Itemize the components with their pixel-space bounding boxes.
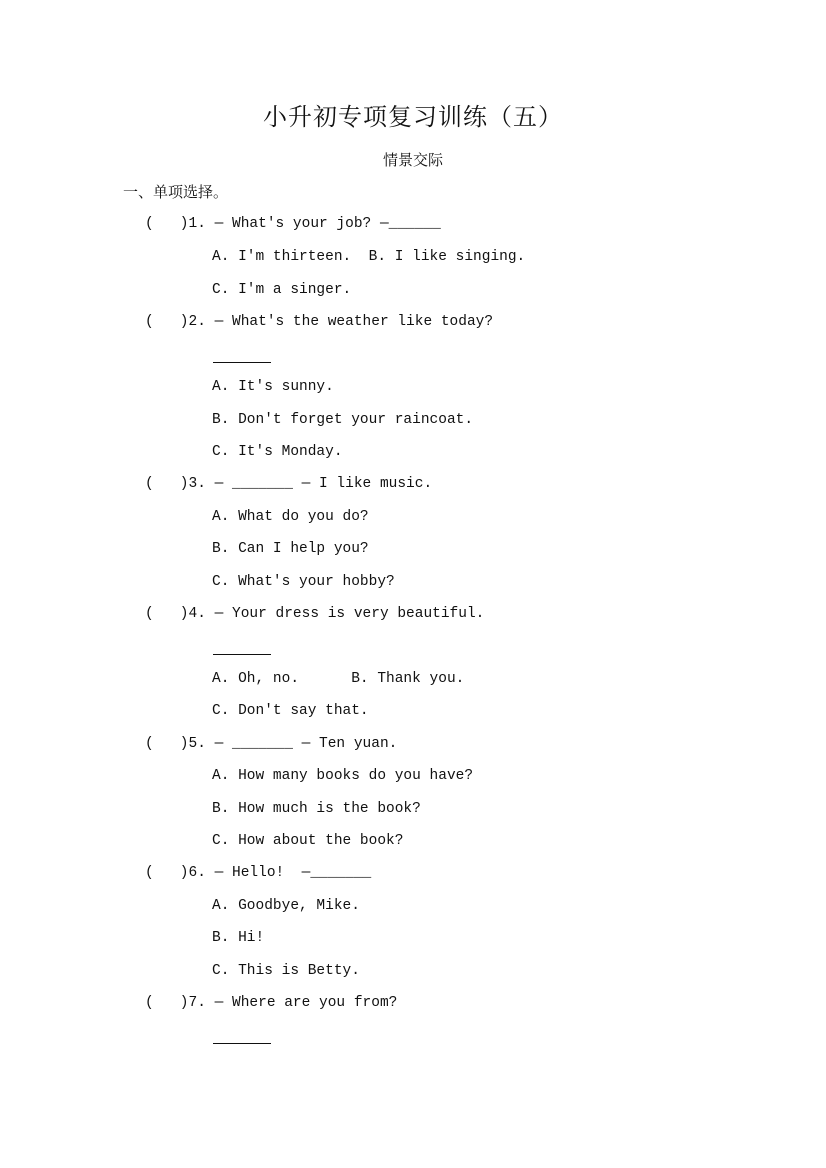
question-2-answer-blank	[213, 362, 271, 363]
question-2-stem: ( )2. — What's the weather like today?	[145, 314, 494, 330]
question-6-stem: ( )6. — Hello! —_______	[145, 865, 372, 881]
section-heading: 一、单项选择。	[123, 183, 229, 201]
question-7-stem: ( )7. — Where are you from?	[145, 995, 398, 1011]
question-2-option-c: C. It's Monday.	[212, 444, 343, 460]
question-1-stem: ( )1. — What's your job? —______	[145, 216, 441, 232]
question-2-option-b: B. Don't forget your raincoat.	[212, 412, 474, 428]
page-subtitle: 情景交际	[382, 151, 443, 169]
question-3-option-c: C. What's your hobby?	[212, 574, 395, 590]
question-5-option-c: C. How about the book?	[212, 833, 404, 849]
question-4-option-ab: A. Oh, no. B. Thank you.	[212, 671, 465, 687]
question-1-option-ab: A. I'm thirteen. B. I like singing.	[212, 249, 526, 265]
question-3-option-a: A. What do you do?	[212, 509, 369, 525]
question-4-option-c: C. Don't say that.	[212, 703, 369, 719]
question-5-option-b: B. How much is the book?	[212, 801, 421, 817]
question-7-answer-blank	[213, 1043, 271, 1044]
question-4-answer-blank	[213, 654, 271, 655]
question-6-option-a: A. Goodbye, Mike.	[212, 898, 360, 914]
question-1-option-c: C. I'm a singer.	[212, 282, 352, 298]
question-5-stem: ( )5. — _______ — Ten yuan.	[145, 736, 398, 752]
page-title: 小升初专项复习训练（五）	[263, 103, 563, 131]
question-6-option-b: B. Hi!	[212, 930, 265, 946]
question-3-option-b: B. Can I help you?	[212, 541, 369, 557]
question-3-stem: ( )3. — _______ — I like music.	[145, 476, 433, 492]
question-5-option-a: A. How many books do you have?	[212, 768, 474, 784]
question-4-stem: ( )4. — Your dress is very beautiful.	[145, 606, 485, 622]
question-2-option-a: A. It's sunny.	[212, 379, 334, 395]
question-6-option-c: C. This is Betty.	[212, 963, 360, 979]
